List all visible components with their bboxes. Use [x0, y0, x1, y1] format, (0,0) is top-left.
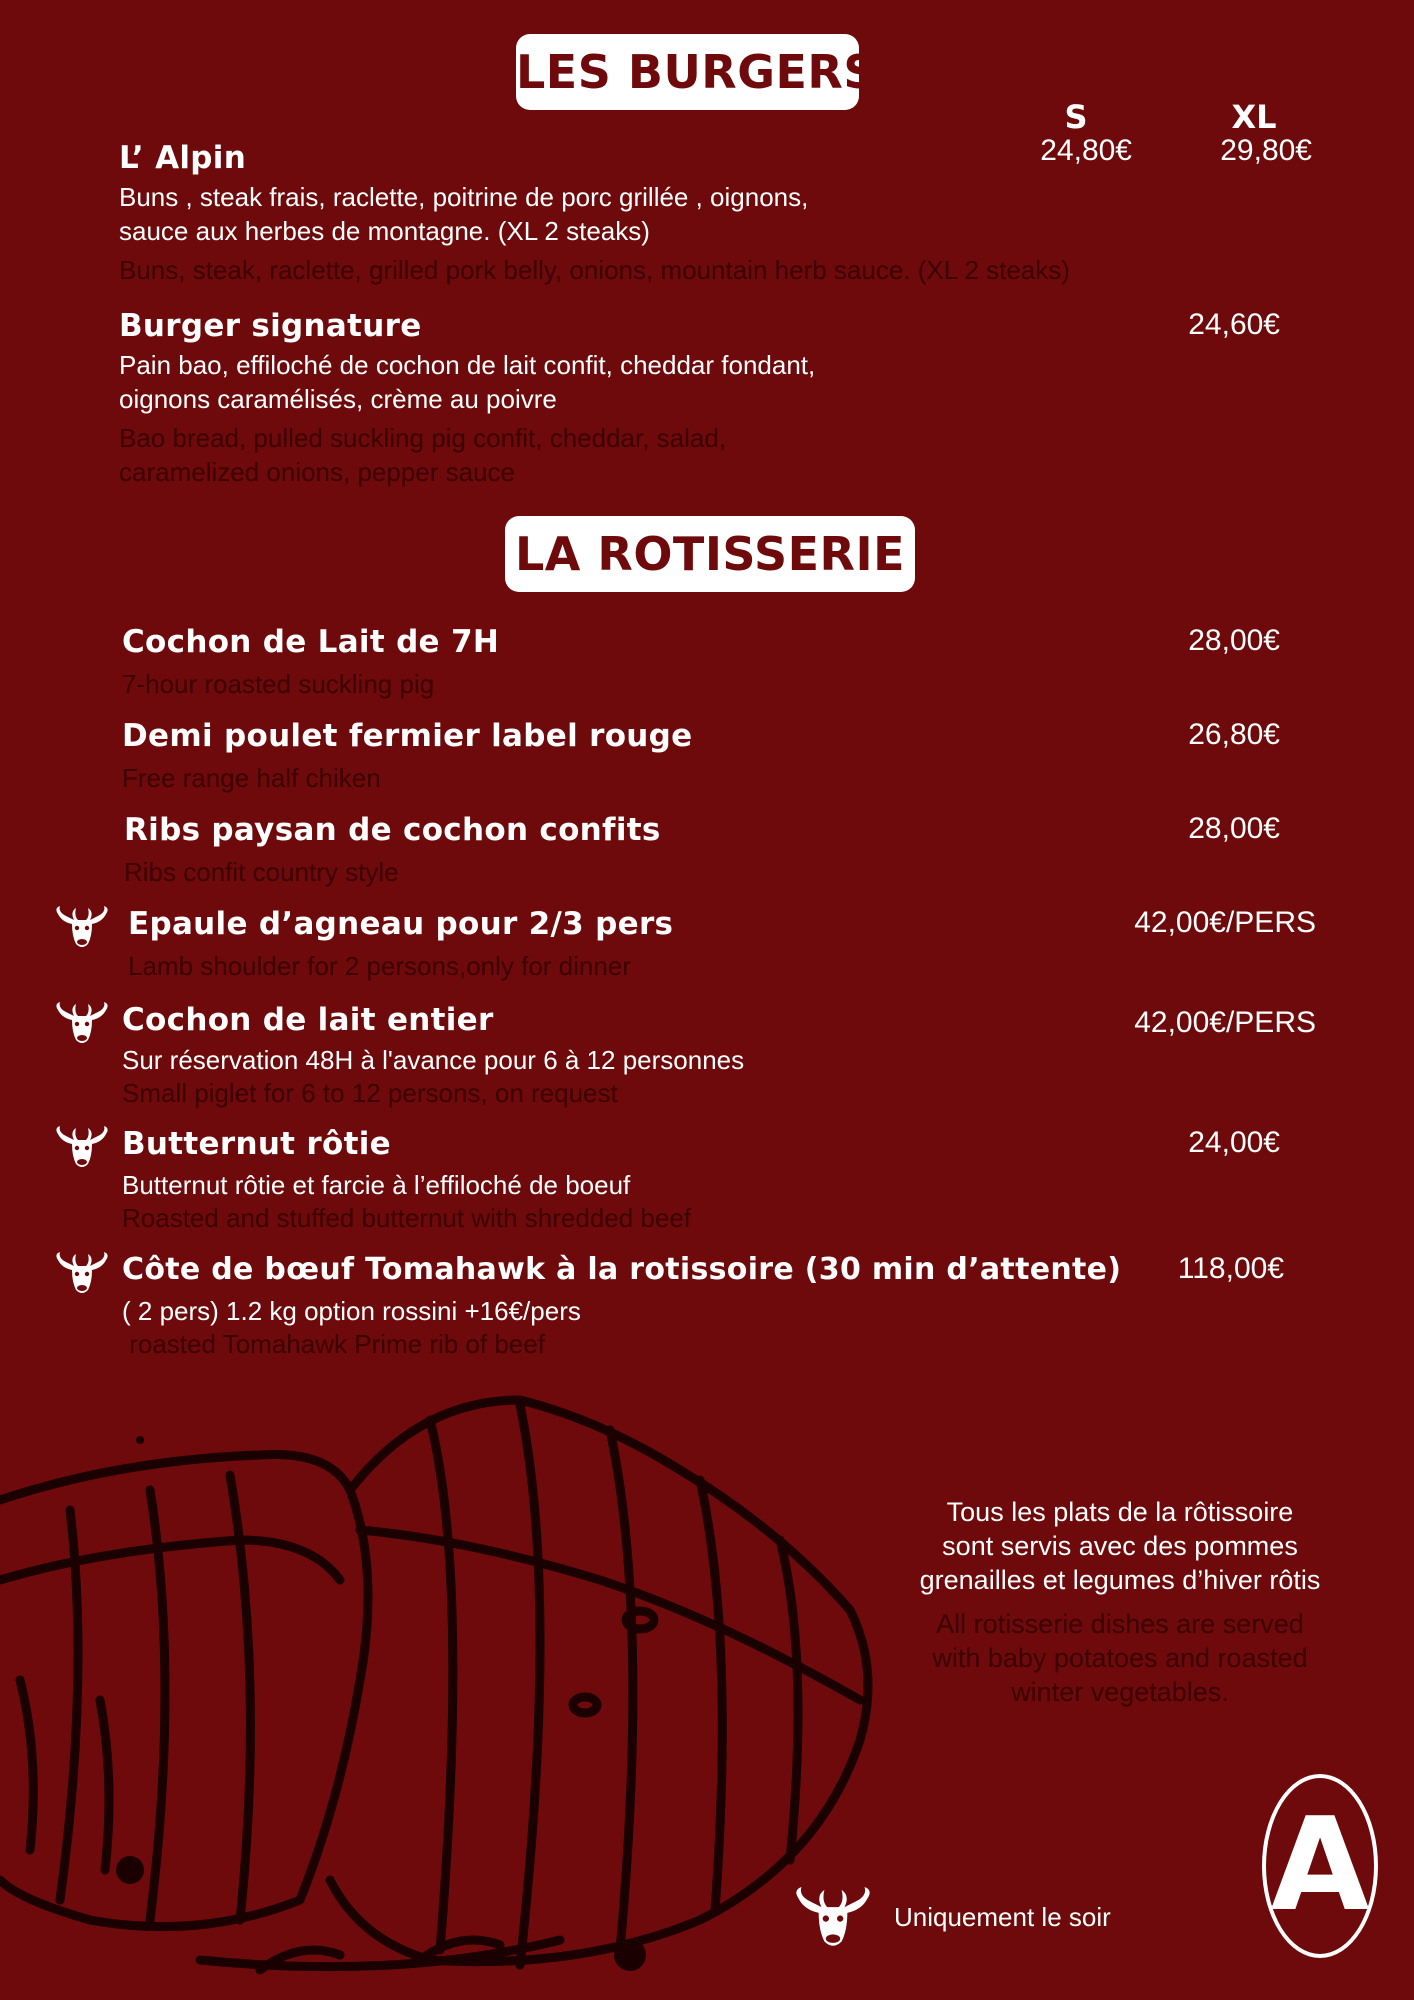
burger-alpin-description: sauce aux herbes de montagne. (XL 2 steaks) [119, 216, 650, 246]
rotisserie-item-english: Free range half chiken [122, 763, 381, 793]
burger-alpin-english: Buns, steak, raclette, grilled pork belly, onions, mountain herb sauce. (XL 2 steaks) [119, 255, 1070, 285]
burger-alpin-price-xl: 29,80€ [1220, 134, 1312, 167]
rotisserie-item-description: Butternut rôtie et farcie à l’effiloché de boeuf [122, 1170, 631, 1200]
rotisserie-item-name: Butternut rôtie [122, 1126, 391, 1162]
rotisserie-item-english: 7-hour roasted suckling pig [122, 669, 435, 699]
note-french: grenailles et legumes d’hiver rôtis [919, 1565, 1321, 1595]
rotisserie-item-english: Ribs confit country style [124, 857, 399, 887]
note-french: sont servis avec des pommes [942, 1531, 1298, 1561]
note-french: Tous les plats de la rôtissoire [946, 1497, 1294, 1527]
burger-alpin-name: L’ Alpin [119, 140, 247, 176]
rotisserie-item-price: 28,00€ [1188, 812, 1280, 845]
rotisserie-item-price: 118,00€ [1177, 1252, 1284, 1285]
rotisserie-item-name: Demi poulet fermier label rouge [122, 718, 693, 754]
rotisserie-item-english: Lamb shoulder for 2 persons,only for dinner [128, 951, 631, 981]
burger-signature-price: 24,60€ [1188, 308, 1280, 341]
rotisserie-item-price: 26,80€ [1188, 718, 1280, 751]
burger-signature-name: Burger signature [119, 308, 422, 344]
size-s-header: S [1064, 98, 1088, 136]
rotisserie-item-name: Côte de bœuf Tomahawk à la rotissoire (30 min d’attente) [122, 1252, 1122, 1287]
rotisserie-item-name: Ribs paysan de cochon confits [124, 812, 661, 848]
rotisserie-item-description: ( 2 pers) 1.2 kg option rossini +16€/pers [122, 1296, 581, 1326]
burger-signature-english: Bao bread, pulled suckling pig confit, cheddar, salad, [119, 423, 727, 453]
rotisserie-item-english: Small piglet for 6 to 12 persons, on request [122, 1078, 618, 1108]
burgers-section-title: LES BURGERS [516, 34, 859, 110]
size-xl-header: XL [1231, 98, 1277, 136]
burger-signature-english: caramelized onions, pepper sauce [119, 457, 516, 487]
rotisserie-item-english: Roasted and stuffed butternut with shredded beef [122, 1203, 692, 1233]
rotisserie-section-title: LA ROTISSERIE [505, 516, 915, 592]
cow-head-icon [52, 1000, 112, 1050]
note-english: All rotisserie dishes are served [936, 1609, 1304, 1639]
rotisserie-item-price: 24,00€ [1188, 1126, 1280, 1159]
rotisserie-item-name: Cochon de lait entier [122, 1002, 494, 1038]
burger-signature-description: Pain bao, effiloché de cochon de lait confit, cheddar fondant, [119, 350, 816, 380]
burger-alpin-description: Buns , steak frais, raclette, poitrine de porc grillée , oignons, [119, 182, 809, 212]
roast-meat-illustration [0, 1380, 900, 2000]
restaurant-logo-icon [1262, 1774, 1378, 1958]
note-english: with baby potatoes and roasted [932, 1643, 1308, 1673]
legend-label: Uniquement le soir [894, 1902, 1111, 1932]
rotisserie-item-name: Cochon de Lait de 7H [122, 624, 500, 660]
cow-head-icon [790, 1884, 876, 1956]
note-english: winter vegetables. [1011, 1677, 1229, 1707]
rotisserie-item-name: Epaule d’agneau pour 2/3 pers [128, 906, 674, 942]
logo-letter: A [1270, 1791, 1370, 1940]
burger-signature-description: oignons caramélisés, crème au poivre [119, 384, 557, 414]
rotisserie-item-price: 42,00€/PERS [1134, 1006, 1316, 1039]
rotisserie-item-description: Sur réservation 48H à l'avance pour 6 à 12 personnes [122, 1045, 745, 1075]
rotisserie-item-price: 42,00€/PERS [1134, 906, 1316, 939]
rotisserie-item-english: roasted Tomahawk Prime rib of beef [122, 1329, 545, 1359]
cow-head-icon [52, 1124, 112, 1174]
cow-head-icon [52, 1250, 112, 1300]
cow-head-icon [52, 904, 112, 954]
burger-alpin-price-s: 24,80€ [1040, 134, 1132, 167]
rotisserie-item-price: 28,00€ [1188, 624, 1280, 657]
